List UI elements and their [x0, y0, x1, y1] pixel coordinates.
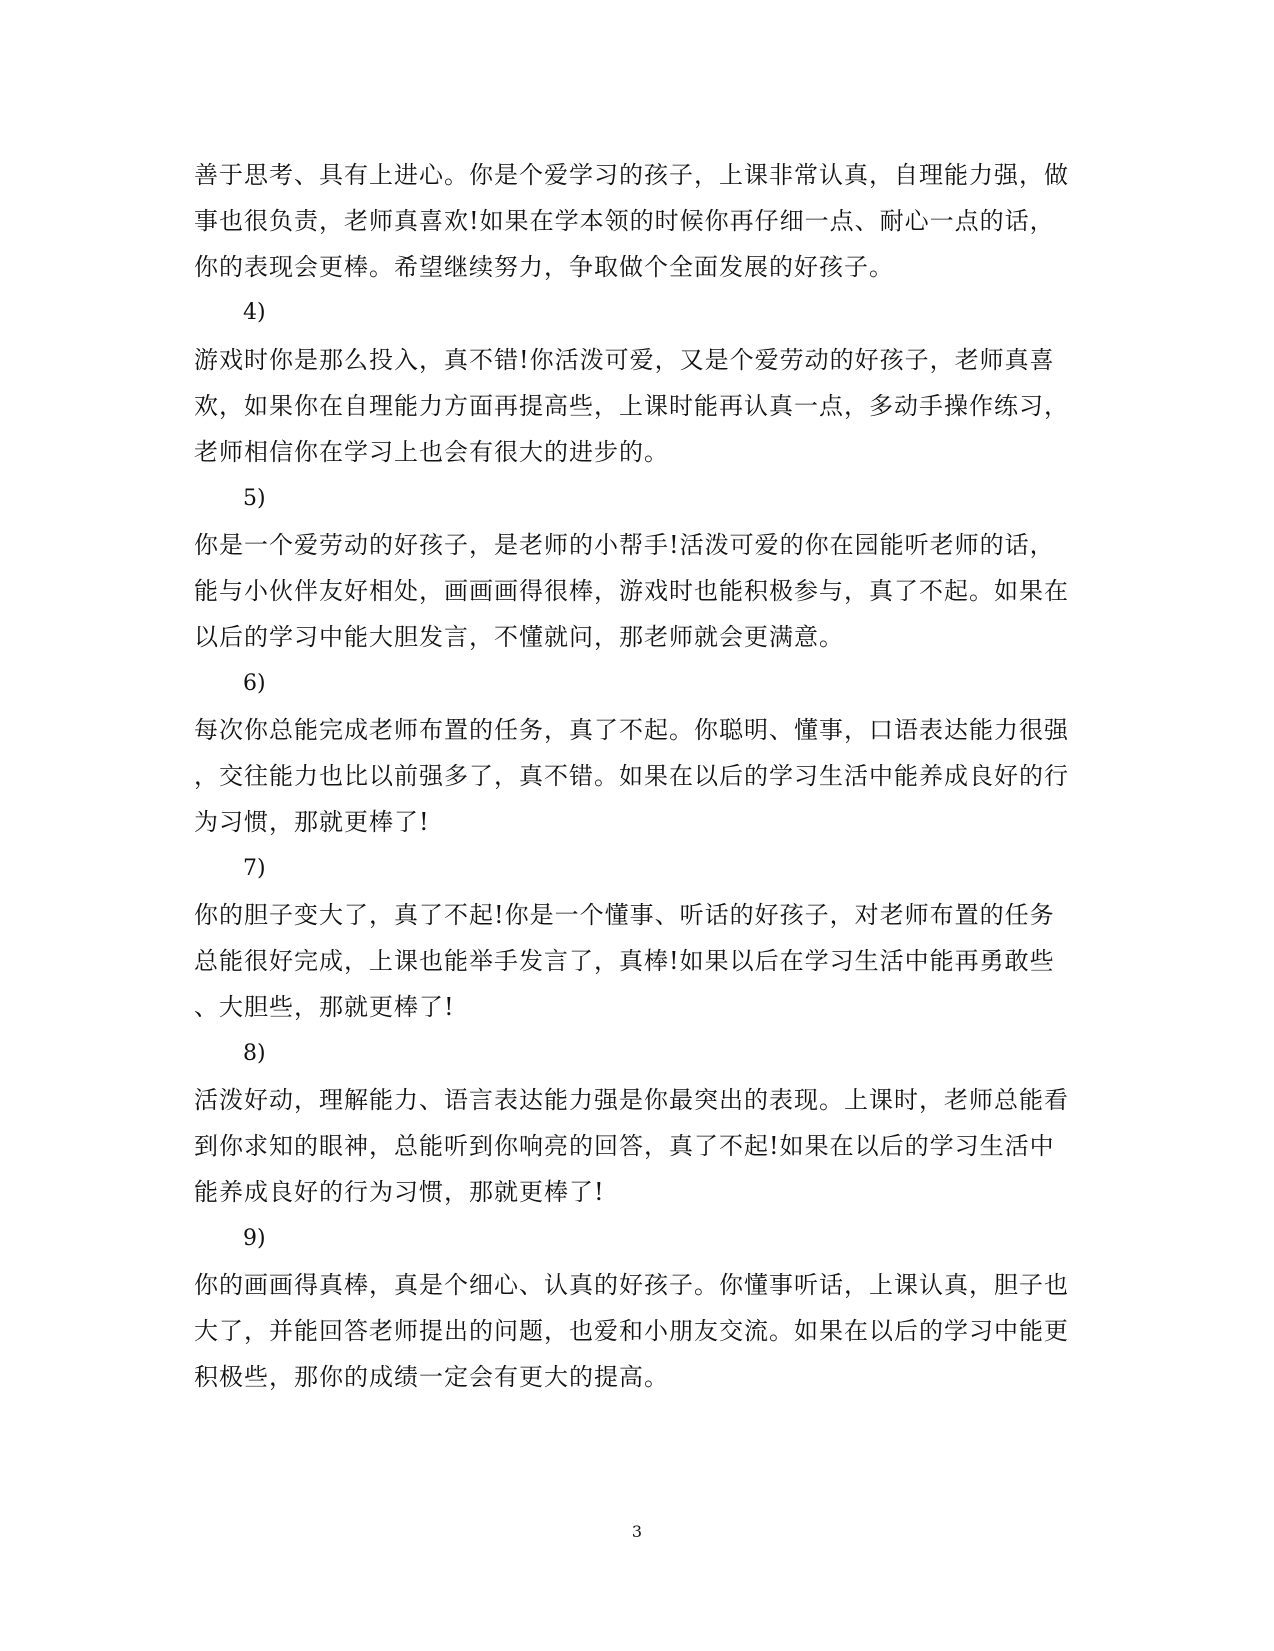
- paragraph-line: 事也很负责，老师真喜欢!如果在学本领的时候你再仔细一点、耐心一点的话，: [194, 207, 1055, 235]
- page-number: 3: [631, 1522, 643, 1541]
- paragraph-line: 大了，并能回答老师提出的问题，也爱和小朋友交流。如果在以后的学习中能更: [194, 1317, 1069, 1345]
- paragraph-line: 善于思考、具有上进心。你是个爱学习的孩子，上课非常认真，自理能力强，做: [194, 161, 1069, 189]
- item-number: 9): [243, 1226, 266, 1251]
- paragraph-line: 每次你总能完成老师布置的任务，真了不起。你聪明、懂事，口语表达能力很强: [194, 716, 1069, 744]
- paragraph-line: 为习惯，那就更棒了!: [194, 808, 430, 836]
- item-number: 5): [243, 486, 266, 511]
- item-number: 6): [243, 671, 266, 696]
- paragraph-line: 你的胆子变大了，真了不起!你是一个懂事、听话的好孩子，对老师布置的任务: [194, 901, 1055, 929]
- item-number: 4): [243, 300, 266, 325]
- paragraph-line: 以后的学习中能大胆发言，不懂就问，那老师就会更满意。: [194, 623, 844, 651]
- item-number: 7): [243, 856, 266, 881]
- paragraph-line: 总能很好完成，上课也能举手发言了，真棒!如果以后在学习生活中能再勇敢些: [194, 947, 1055, 975]
- item-number: 8): [243, 1041, 266, 1066]
- paragraph-line: 积极些，那你的成绩一定会有更大的提高。: [194, 1363, 669, 1391]
- paragraph-line: ，交往能力也比以前强多了，真不错。如果在以后的学习生活中能养成良好的行: [194, 762, 1069, 790]
- paragraph-line: 到你求知的眼神，总能听到你响亮的回答，真了不起!如果在以后的学习生活中: [194, 1132, 1055, 1160]
- paragraph-line: 能与小伙伴友好相处，画画画得很棒，游戏时也能积极参与，真了不起。如果在: [194, 577, 1069, 605]
- paragraph-line: 你是一个爱劳动的好孩子，是老师的小帮手!活泼可爱的你在园能听老师的话，: [194, 531, 1055, 559]
- paragraph-line: 你的表现会更棒。希望继续努力，争取做个全面发展的好孩子。: [194, 253, 894, 281]
- paragraph-line: 能养成良好的行为习惯，那就更棒了!: [194, 1178, 605, 1206]
- paragraph-line: 老师相信你在学习上也会有很大的进步的。: [194, 438, 669, 466]
- paragraph-line: 、大胆些，那就更棒了!: [194, 993, 455, 1021]
- paragraph-line: 游戏时你是那么投入，真不错!你活泼可爱，又是个爱劳动的好孩子，老师真喜: [194, 346, 1055, 374]
- paragraph-line: 活泼好动，理解能力、语言表达能力强是你最突出的表现。上课时，老师总能看: [194, 1086, 1069, 1114]
- paragraph-line: 欢，如果你在自理能力方面再提高些，上课时能再认真一点，多动手操作练习，: [194, 392, 1069, 420]
- paragraph-line: 你的画画得真棒，真是个细心、认真的好孩子。你懂事听话，上课认真，胆子也: [194, 1271, 1069, 1299]
